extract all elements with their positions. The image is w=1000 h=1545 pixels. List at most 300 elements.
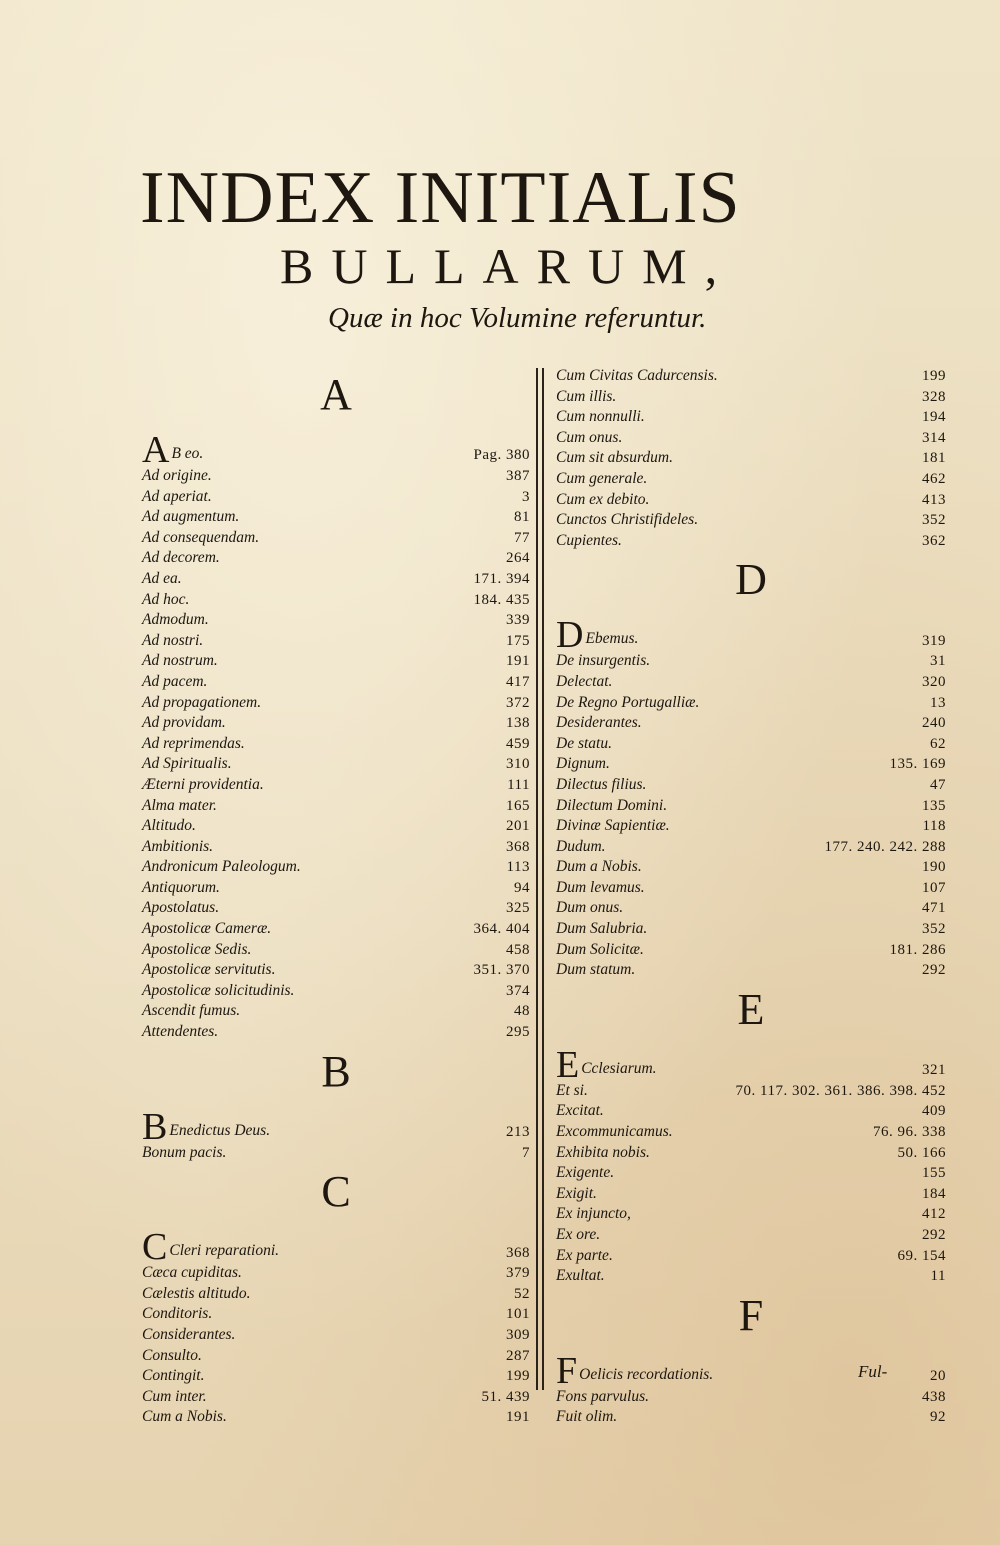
entry-text: Exigente. bbox=[556, 1164, 615, 1182]
entry-text: Fuit olim. bbox=[556, 1408, 618, 1426]
index-entry bbox=[142, 816, 530, 837]
entry-title bbox=[142, 898, 219, 919]
entry-text: Ad consequendam. bbox=[142, 528, 260, 546]
index-entry bbox=[142, 610, 530, 631]
entry-title bbox=[556, 1349, 714, 1392]
entry-title bbox=[142, 857, 301, 878]
drop-initial: C bbox=[142, 1226, 168, 1269]
index-entry bbox=[556, 1204, 946, 1225]
entry-title bbox=[556, 796, 667, 817]
index-entry bbox=[556, 1225, 946, 1246]
entry-title bbox=[142, 1325, 235, 1346]
entry-text: Contingit. bbox=[142, 1367, 205, 1385]
entry-pages: 7 bbox=[522, 1144, 530, 1161]
index-entry bbox=[556, 837, 946, 858]
entry-text: Cum illis. bbox=[556, 387, 617, 405]
entry-text: Apostolicæ Sedis. bbox=[142, 940, 252, 958]
entry-pages: 11 bbox=[930, 1268, 946, 1285]
entry-pages: 47 bbox=[930, 776, 946, 793]
entry-text: Cum generale. bbox=[556, 469, 648, 487]
entry-text: Dudum. bbox=[556, 837, 606, 855]
entry-text: Ad origine. bbox=[142, 467, 212, 484]
index-column-right bbox=[556, 366, 946, 1428]
index-entry bbox=[556, 1184, 946, 1205]
index-entry bbox=[142, 507, 530, 528]
entry-pages: 181. 286 bbox=[889, 941, 946, 958]
entry-text: Dum Solicitæ. bbox=[556, 940, 644, 958]
index-entry bbox=[142, 429, 530, 471]
drop-initial: A bbox=[142, 429, 170, 471]
entry-pages: 364. 404 bbox=[473, 921, 530, 938]
entry-title bbox=[142, 1263, 242, 1284]
entry-pages: 13 bbox=[930, 694, 946, 711]
entry-text: Ad reprimendas. bbox=[142, 734, 245, 752]
index-entry bbox=[142, 960, 530, 981]
entry-pages: 321 bbox=[922, 1062, 946, 1079]
entry-title bbox=[142, 1304, 212, 1325]
entry-pages: 292 bbox=[922, 962, 946, 979]
index-entry bbox=[142, 1143, 530, 1164]
index-entry bbox=[142, 1407, 530, 1428]
entry-title bbox=[142, 940, 251, 961]
entry-text: Dilectum Domini. bbox=[556, 796, 668, 814]
entry-text: Delectat. bbox=[556, 672, 613, 690]
entry-pages: 325 bbox=[506, 900, 530, 917]
entry-text: Dum a Nobis. bbox=[556, 858, 642, 876]
entry-text: Cupientes. bbox=[556, 531, 622, 549]
entry-text: Cum onus. bbox=[556, 428, 623, 446]
entry-title bbox=[142, 1407, 227, 1428]
entry-text: Cum a Nobis. bbox=[142, 1408, 227, 1426]
entry-pages: 199 bbox=[922, 368, 946, 384]
entry-text: Fons parvulus. bbox=[556, 1387, 649, 1405]
entry-pages: 458 bbox=[506, 941, 530, 958]
entry-text: Excommunicamus. bbox=[556, 1123, 673, 1141]
entry-title bbox=[142, 1022, 218, 1043]
entry-text: Ad nostrum. bbox=[142, 652, 218, 670]
entry-text: Conditoris. bbox=[142, 1305, 213, 1323]
entry-title bbox=[142, 693, 261, 714]
entry-pages: 374 bbox=[506, 982, 530, 999]
entry-text: Cum nonnulli. bbox=[556, 408, 645, 426]
entry-pages: 309 bbox=[506, 1327, 530, 1343]
entry-text: Considerantes. bbox=[142, 1326, 236, 1343]
entry-text: Consulto. bbox=[142, 1346, 202, 1364]
page-title: INDEX INITIALIS bbox=[140, 157, 741, 239]
entry-text: Æterni providentia. bbox=[142, 775, 264, 793]
index-entry bbox=[142, 487, 530, 508]
entry-title bbox=[556, 428, 622, 449]
index-entry bbox=[556, 878, 946, 899]
index-entry bbox=[142, 631, 530, 652]
entry-pages: 155 bbox=[922, 1165, 946, 1182]
entry-title bbox=[556, 878, 645, 899]
entry-title bbox=[556, 940, 644, 961]
entry-text: De statu. bbox=[556, 734, 612, 752]
entry-pages: 94 bbox=[514, 879, 530, 896]
entry-text: Andronicum Paleologum. bbox=[142, 858, 301, 876]
entry-title bbox=[556, 713, 642, 734]
index-entry bbox=[142, 1284, 530, 1305]
entry-title bbox=[556, 1122, 673, 1143]
entry-pages: 191 bbox=[506, 1409, 530, 1426]
entry-text: Enedictus Deus. bbox=[169, 1121, 271, 1139]
entry-pages: Pag. 380 bbox=[473, 447, 530, 464]
entry-pages: 201 bbox=[506, 818, 530, 835]
entry-pages: 320 bbox=[922, 673, 946, 690]
entry-pages: 372 bbox=[506, 694, 530, 711]
index-entry bbox=[142, 857, 530, 878]
entry-text: Altitudo. bbox=[142, 817, 196, 835]
entry-title bbox=[142, 734, 245, 755]
index-entry bbox=[142, 796, 530, 817]
entry-title bbox=[142, 487, 212, 508]
entry-title bbox=[556, 1407, 617, 1428]
index-entry bbox=[556, 672, 946, 693]
entry-pages: 199 bbox=[506, 1368, 530, 1385]
entry-pages: 409 bbox=[922, 1103, 946, 1120]
entry-text: B eo. bbox=[171, 445, 204, 462]
entry-title bbox=[142, 919, 271, 940]
entry-pages: 3 bbox=[522, 488, 530, 505]
entry-pages: 292 bbox=[922, 1227, 946, 1243]
index-entry bbox=[142, 1304, 530, 1325]
entry-text: Cum ex debito. bbox=[556, 490, 650, 508]
entry-title bbox=[142, 672, 207, 693]
entry-title bbox=[556, 1081, 588, 1102]
entry-text: Ex ore. bbox=[556, 1226, 601, 1243]
entry-pages: 310 bbox=[506, 756, 530, 773]
entry-pages: 48 bbox=[514, 1003, 530, 1020]
entry-title bbox=[556, 898, 623, 919]
entry-pages: 76. 96. 338 bbox=[873, 1124, 946, 1141]
entry-pages: 438 bbox=[922, 1388, 946, 1405]
index-entry bbox=[142, 651, 530, 672]
entry-title bbox=[142, 1001, 240, 1022]
entry-text: Ad aperiat. bbox=[142, 487, 212, 505]
entry-pages: 135 bbox=[922, 797, 946, 814]
entry-title bbox=[556, 1101, 604, 1122]
index-entry bbox=[142, 1387, 530, 1408]
index-entry bbox=[556, 387, 946, 408]
entry-pages: 118 bbox=[922, 818, 946, 835]
entry-title bbox=[556, 490, 649, 511]
index-entry bbox=[142, 734, 530, 755]
entry-title bbox=[556, 837, 606, 858]
entry-pages: 417 bbox=[506, 673, 530, 690]
index-entry bbox=[556, 1266, 946, 1287]
entry-text: Exigit. bbox=[556, 1184, 597, 1202]
entry-pages: 471 bbox=[922, 900, 946, 917]
entry-title bbox=[142, 754, 232, 775]
entry-pages: 368 bbox=[506, 838, 530, 855]
entry-title bbox=[142, 569, 182, 590]
entry-pages: 362 bbox=[922, 532, 946, 549]
entry-title bbox=[142, 1387, 207, 1408]
entry-pages: 184 bbox=[922, 1185, 946, 1202]
entry-title bbox=[142, 590, 189, 611]
index-entry bbox=[142, 1346, 530, 1367]
index-entry bbox=[142, 754, 530, 775]
entry-pages: 328 bbox=[922, 388, 946, 405]
entry-text: Excitat. bbox=[556, 1102, 604, 1120]
entry-pages: 351. 370 bbox=[473, 962, 530, 979]
entry-text: Ambitionis. bbox=[142, 837, 214, 855]
entry-pages: 314 bbox=[922, 429, 946, 446]
entry-text: Admodum. bbox=[142, 611, 209, 629]
entry-text: Cum inter. bbox=[142, 1387, 207, 1405]
entry-title bbox=[556, 1266, 605, 1287]
index-entry bbox=[556, 940, 946, 961]
entry-text: Attendentes. bbox=[142, 1023, 219, 1041]
index-entry bbox=[556, 1122, 946, 1143]
entry-text: Cunctos Christifideles. bbox=[556, 511, 699, 529]
page-subtitle-italic: Quæ in hoc Volumine referuntur. bbox=[328, 302, 707, 334]
drop-initial: B bbox=[142, 1105, 168, 1148]
entry-text: Cæca cupiditas. bbox=[142, 1264, 242, 1282]
entry-title bbox=[556, 734, 612, 755]
entry-title bbox=[142, 1346, 202, 1367]
index-entry bbox=[556, 754, 946, 775]
index-entry bbox=[142, 528, 530, 549]
entry-pages: 113 bbox=[506, 859, 530, 876]
index-entry bbox=[556, 366, 946, 387]
index-entry bbox=[556, 1246, 946, 1267]
entry-title bbox=[142, 796, 217, 817]
entry-text: Desiderantes. bbox=[556, 714, 642, 732]
entry-title bbox=[142, 548, 220, 569]
entry-pages: 295 bbox=[506, 1024, 530, 1041]
entry-text: Exhibita nobis. bbox=[556, 1143, 650, 1161]
entry-pages: 92 bbox=[930, 1409, 946, 1426]
index-entry bbox=[556, 651, 946, 672]
entry-title bbox=[556, 1246, 613, 1267]
index-entry bbox=[556, 898, 946, 919]
entry-text: Apostolatus. bbox=[142, 899, 220, 917]
entry-pages: 194 bbox=[922, 409, 946, 426]
index-entry bbox=[556, 693, 946, 714]
entry-pages: 171. 394 bbox=[473, 570, 530, 587]
entry-text: Cleri reparationi. bbox=[169, 1242, 280, 1260]
index-entry bbox=[556, 1101, 946, 1122]
entry-title bbox=[142, 631, 203, 652]
entry-pages: 352 bbox=[922, 921, 946, 938]
catchword: Ful- bbox=[858, 1362, 888, 1381]
entry-title bbox=[142, 429, 204, 471]
entry-text: Cælestis altitudo. bbox=[142, 1284, 251, 1302]
entry-title bbox=[142, 878, 220, 899]
entry-text: Dum onus. bbox=[556, 899, 624, 917]
entry-pages: 339 bbox=[506, 612, 530, 629]
index-entry bbox=[142, 1226, 530, 1269]
index-entry bbox=[142, 1105, 530, 1148]
index-entry bbox=[556, 1081, 946, 1102]
entry-text: Dilectus filius. bbox=[556, 775, 647, 793]
entry-text: Ad nostri. bbox=[142, 631, 204, 649]
entry-text: Dum levamus. bbox=[556, 878, 645, 896]
entry-text: Ad providam. bbox=[142, 714, 226, 732]
entry-pages: 387 bbox=[506, 468, 530, 484]
column-divider bbox=[536, 368, 538, 1390]
entry-text: Apostolicæ servitutis. bbox=[142, 961, 276, 979]
entry-text: Apostolicæ Cameræ. bbox=[142, 920, 272, 938]
index-entry bbox=[556, 1407, 946, 1428]
index-entry bbox=[142, 940, 530, 961]
entry-pages: 287 bbox=[506, 1347, 530, 1364]
index-entry bbox=[556, 713, 946, 734]
entry-text: Ebemus. bbox=[585, 630, 639, 648]
entry-text: Ex parte. bbox=[556, 1246, 613, 1264]
index-entry bbox=[556, 428, 946, 449]
entry-title bbox=[556, 1143, 650, 1164]
entry-pages: 264 bbox=[506, 550, 530, 567]
entry-pages: 69. 154 bbox=[897, 1247, 946, 1264]
entry-title bbox=[556, 1387, 649, 1408]
entry-text: Cum sit absurdum. bbox=[556, 449, 673, 467]
entry-text: Ad augmentum. bbox=[142, 508, 240, 526]
entry-title bbox=[142, 610, 209, 631]
entry-text: Cum Civitas Cadurcensis. bbox=[556, 367, 718, 384]
index-entry bbox=[142, 878, 530, 899]
index-entry bbox=[142, 1022, 530, 1043]
index-entry bbox=[142, 548, 530, 569]
index-entry bbox=[556, 816, 946, 837]
entry-text: Ad propagationem. bbox=[142, 693, 262, 711]
entry-title bbox=[142, 775, 264, 796]
entry-pages: 31 bbox=[930, 653, 946, 670]
entry-title bbox=[556, 510, 698, 531]
entry-title bbox=[142, 713, 226, 734]
entry-text: Ad decorem. bbox=[142, 549, 220, 567]
index-entry bbox=[142, 569, 530, 590]
entry-title bbox=[556, 754, 610, 775]
entry-title bbox=[556, 775, 646, 796]
column-divider bbox=[542, 368, 544, 1390]
entry-title bbox=[556, 1043, 657, 1086]
section-letter: E bbox=[737, 984, 765, 1034]
index-entry bbox=[556, 1349, 946, 1392]
drop-initial: D bbox=[556, 614, 584, 657]
entry-text: Exultat. bbox=[556, 1267, 605, 1285]
drop-initial: E bbox=[556, 1043, 580, 1086]
entry-pages: 177. 240. 242. 288 bbox=[824, 838, 946, 855]
entry-pages: 462 bbox=[922, 470, 946, 487]
index-entry bbox=[142, 1325, 530, 1346]
entry-title bbox=[142, 1284, 251, 1305]
entry-pages: 20 bbox=[930, 1368, 946, 1385]
entry-pages: 184. 435 bbox=[473, 591, 530, 608]
index-entry bbox=[556, 448, 946, 469]
index-entry bbox=[556, 1387, 946, 1408]
entry-text: Ex injuncto, bbox=[556, 1205, 631, 1223]
entry-text: Et si. bbox=[556, 1081, 588, 1099]
entry-pages: 459 bbox=[506, 735, 530, 752]
entry-pages: 190 bbox=[922, 859, 946, 876]
entry-title bbox=[556, 693, 699, 714]
entry-pages: 175 bbox=[506, 632, 530, 649]
entry-pages: 319 bbox=[922, 632, 946, 649]
index-entry bbox=[556, 614, 946, 657]
index-entry bbox=[556, 1163, 946, 1184]
entry-title bbox=[142, 651, 218, 672]
entry-text: Dignum. bbox=[556, 755, 610, 773]
entry-title bbox=[142, 1105, 271, 1148]
entry-pages: 240 bbox=[922, 715, 946, 732]
entry-title bbox=[556, 407, 645, 428]
index-entry bbox=[142, 898, 530, 919]
entry-title bbox=[556, 531, 622, 552]
entry-title bbox=[556, 1204, 631, 1225]
entry-title bbox=[556, 1225, 600, 1246]
entry-title bbox=[142, 528, 259, 549]
entry-text: De insurgentis. bbox=[556, 652, 651, 670]
entry-pages: 412 bbox=[922, 1206, 946, 1223]
index-column-left bbox=[142, 366, 530, 1428]
entry-pages: 138 bbox=[506, 715, 530, 732]
section-letter: D bbox=[735, 555, 767, 605]
index-entry bbox=[556, 919, 946, 940]
section-letter: F bbox=[738, 1290, 764, 1340]
entry-title bbox=[556, 366, 718, 387]
index-entry bbox=[556, 1043, 946, 1086]
index-entry bbox=[556, 857, 946, 878]
entry-pages: 81 bbox=[514, 509, 530, 526]
section-letter: C bbox=[321, 1167, 351, 1217]
index-entry bbox=[142, 466, 530, 487]
entry-title bbox=[556, 448, 673, 469]
entry-title bbox=[556, 672, 612, 693]
entry-title bbox=[556, 469, 647, 490]
entry-pages: 51. 439 bbox=[481, 1388, 530, 1405]
entry-title bbox=[556, 919, 647, 940]
index-entry bbox=[556, 407, 946, 428]
page-subtitle: BULLARUM, bbox=[280, 238, 736, 294]
index-entry bbox=[556, 796, 946, 817]
entry-text: Divinæ Sapientiæ. bbox=[556, 817, 670, 835]
entry-title bbox=[142, 981, 294, 1002]
entry-pages: 101 bbox=[506, 1306, 530, 1323]
index-entry bbox=[142, 919, 530, 940]
index-entry bbox=[556, 510, 946, 531]
index-entry bbox=[142, 1001, 530, 1022]
entry-title bbox=[556, 1163, 614, 1184]
entry-title bbox=[556, 816, 670, 837]
entry-pages: 413 bbox=[922, 491, 946, 508]
entry-pages: 213 bbox=[506, 1124, 530, 1141]
entry-title bbox=[142, 466, 212, 487]
entry-pages: 50. 166 bbox=[897, 1144, 946, 1161]
entry-text: Alma mater. bbox=[142, 796, 217, 814]
index-entry bbox=[556, 734, 946, 755]
entry-title bbox=[142, 1366, 204, 1387]
index-entry bbox=[556, 1143, 946, 1164]
entry-title bbox=[556, 651, 650, 672]
drop-initial: F bbox=[556, 1349, 578, 1392]
entry-pages: 165 bbox=[506, 797, 530, 814]
entry-pages: 111 bbox=[507, 776, 530, 793]
entry-title bbox=[142, 837, 213, 858]
entry-pages: 52 bbox=[514, 1285, 530, 1302]
entry-text: Dum Salubria. bbox=[556, 920, 648, 938]
index-entry bbox=[142, 1366, 530, 1387]
index-entry bbox=[142, 775, 530, 796]
entry-pages: 135. 169 bbox=[889, 756, 946, 773]
entry-text: Ad hoc. bbox=[142, 590, 190, 608]
index-entry bbox=[142, 713, 530, 734]
entry-pages: 181 bbox=[922, 450, 946, 467]
entry-text: Antiquorum. bbox=[142, 878, 220, 896]
entry-pages: 379 bbox=[506, 1265, 530, 1282]
